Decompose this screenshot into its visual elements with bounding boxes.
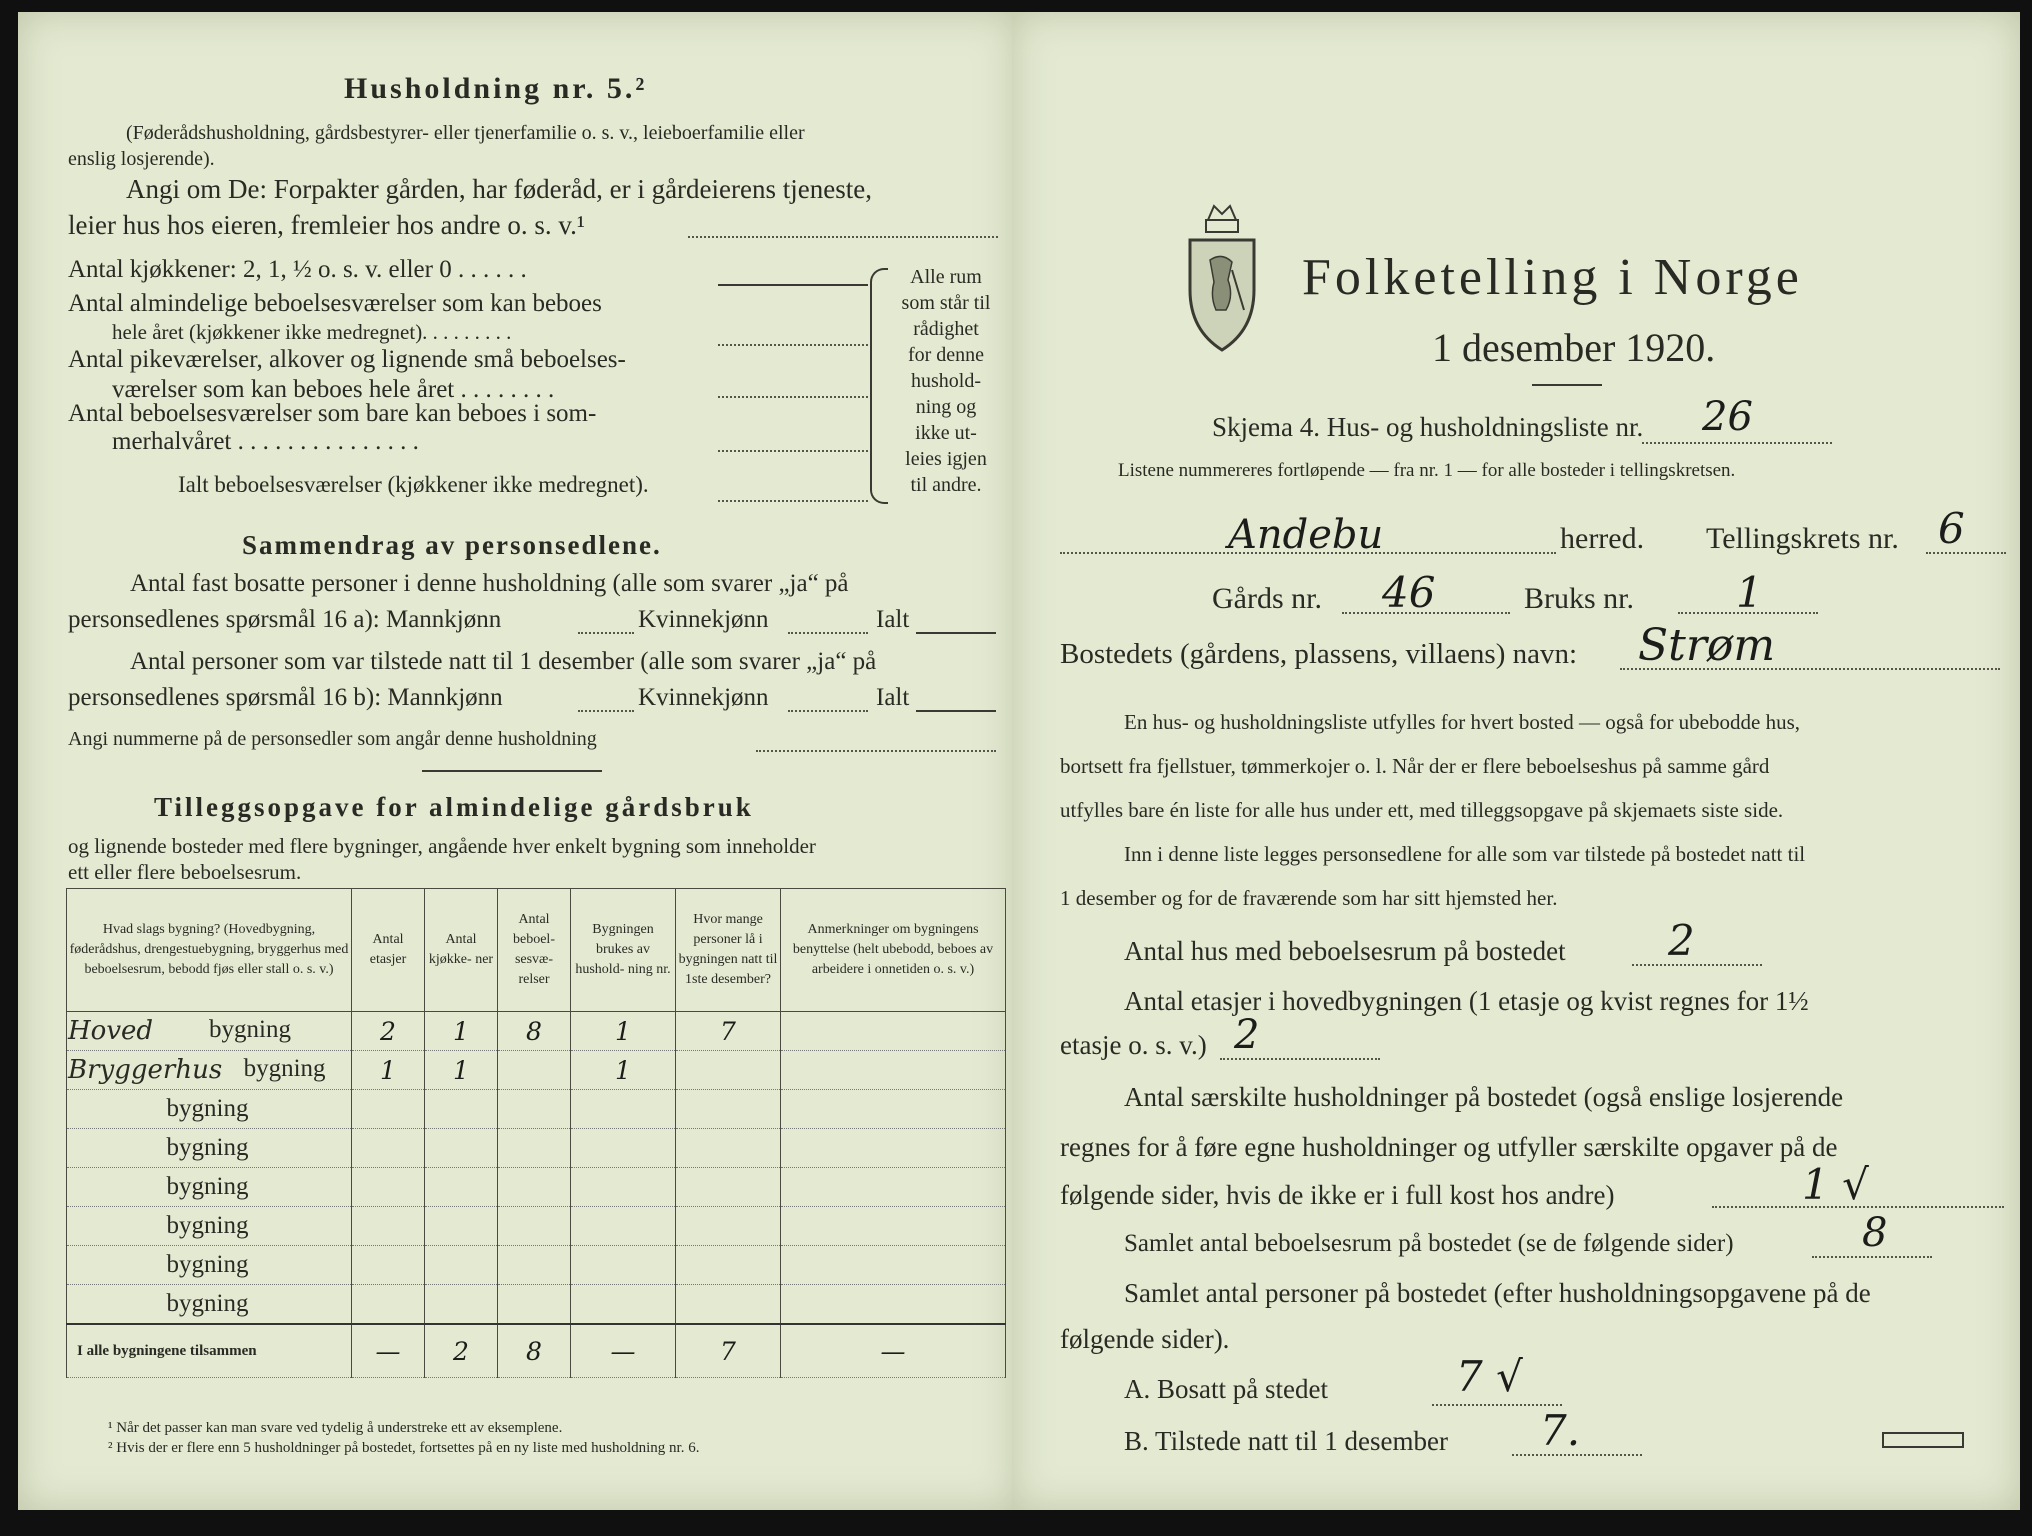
table-cell [571,1168,676,1207]
rum-value: 8 [1862,1210,1888,1256]
table-cell [676,1285,781,1325]
table-cell [676,1246,781,1285]
table-row [67,1090,1006,1129]
answer-line [916,710,996,712]
building-type-cell [67,1012,352,1051]
husholdninger-line-2: regnes for å føre egne husholdninger og utfyller særskilte opgaver på de [1060,1132,1838,1162]
table-row [67,1129,1006,1168]
column-header: Hvad slags bygning? (Hovedbygning, føderådshus, drengestuebygning, bryggerhus med beboelsesrum, bebodd fjøs eller stall o. s. v.) [67,889,352,1012]
rooms-line-6: Antal beboelsesværelser som bare kan beboes i som- [68,400,597,427]
table-cell [781,1090,1006,1129]
left-page [18,12,1016,1510]
answer-line [788,710,868,712]
table-cell [498,1207,571,1246]
gards-label: Gårds nr. [1212,582,1322,615]
answer-line [1220,1058,1380,1060]
table-cell [781,1168,1006,1207]
tenancy-question-1: Angi om De: Forpakter gården, har føderåd, er i gårdeierens tjeneste, [126,174,872,204]
building-suffix: bygning [166,1134,249,1161]
answer-line [1812,1256,1932,1258]
table-cell [352,1090,425,1129]
rooms-line-3: hele året (kjøkkener ikke medregnet). . . . . . . . . [112,320,512,344]
building-suffix: bygning [166,1173,249,1200]
table-cell [498,1051,571,1090]
table-cell [498,1129,571,1168]
table-cell [425,1246,498,1285]
building-type-cell [67,1285,352,1325]
rooms-line-4: Antal pikeværelser, alkover og lignende små beboelses- [68,346,626,373]
bosted-label: Bostedets (gårdens, plassens, villaens) navn: [1060,638,1578,670]
building-name: Bryggerhus [68,1055,223,1085]
column-header: Bygningen brukes av hushold- ning nr. [571,889,676,1012]
answer-line [578,710,634,712]
answer-line [578,632,634,634]
hus-label: Antal hus med beboelsesrum på bostedet [1124,936,1566,966]
rooms-total-label: Ialt beboelsesværelser (kjøkkener ikke medregnet). [178,472,649,497]
table-cell [781,1051,1006,1090]
census-date: 1 desember 1920. [1432,325,1716,370]
footnote-2: ² Hvis der er flere enn 5 husholdninger på bostedet, fortsettes på en ny liste med husholdning nr. 6. [108,1440,700,1456]
table-cell: 7 [676,1324,781,1378]
etasjer-value: 2 [1234,1012,1260,1058]
table-cell: 1 [571,1051,676,1090]
answer-line [1926,552,2006,554]
column-header: Hvor mange personer lå i bygningen natt til 1ste desember? [676,889,781,1012]
table-cell [352,1207,425,1246]
table-cell [425,1285,498,1325]
summary-line-1b: personsedlenes spørsmål 16 a): Mannkjønn [68,606,502,633]
summary-ialt-2: Ialt [876,684,910,711]
brace-note-line: Alle rum [910,266,982,288]
husholdninger-value: 1 √ [1802,1160,1869,1209]
table-cell [425,1129,498,1168]
tilstede-value: 7. [1540,1406,1581,1455]
skjema-label: Skjema 4. Hus- og husholdningsliste nr. [1212,412,1644,442]
table-cell [571,1090,676,1129]
rooms-total-answer [718,500,868,502]
table-cell [352,1285,425,1325]
summary-kvinne-1: Kvinnekjønn [638,606,769,633]
table-cell [676,1129,781,1168]
table-cell: 8 [498,1324,571,1378]
building-type-cell [67,1129,352,1168]
answer-line [1642,442,1832,444]
household-title: Husholdning nr. 5.² [344,72,648,105]
summary-title: Sammendrag av personsedlene. [242,530,662,560]
personer-line-1: Samlet antal personer på bostedet (efter husholdningsopgavene på de [1124,1278,1871,1308]
table-cell [676,1207,781,1246]
rooms-line-5: værelser som kan beboes hele året . . . . . . . . [112,376,555,403]
total-label: I alle bygningene tilsammen [67,1324,352,1378]
table-cell [676,1051,781,1090]
coat-of-arms-icon [1182,200,1262,360]
brace-note-line: for denne [907,344,985,366]
table-row [67,1207,1006,1246]
table-cell: 1 [571,1012,676,1051]
husholdninger-line-3: følgende sider, hvis de ikke er i full kost hos andre) [1060,1180,1615,1210]
table-cell [352,1246,425,1285]
krets-label: Tellingskrets nr. [1706,522,1899,555]
husholdninger-line-1: Antal særskilte husholdninger på bostedet (også enslige losjerende [1124,1082,1844,1112]
brace-note-line: ning og [915,396,977,418]
building-name: Hoved [68,1016,154,1046]
column-header: Anmerkninger om bygningens benyttelse (helt ubebodd, beboes av arbeidere i onnetiden o. s. v.) [781,889,1006,1012]
building-suffix: bygning [166,1290,249,1317]
table-total-row [67,1324,1006,1378]
summary-line-1a: Antal fast bosatte personer i denne husholdning (alle som svarer „ja“ på [130,570,849,597]
table-cell [781,1285,1006,1325]
building-type-cell [67,1207,352,1246]
summary-line-3: Angi nummerne på de personsedler som angår denne husholdning [68,728,597,750]
table-row [67,1285,1006,1325]
table-cell [425,1090,498,1129]
answer-line [1512,1454,1642,1456]
instructions-5: 1 desember og for de fraværende som har sitt hjemsted her. [1060,886,1558,910]
bosted-value: Strøm [1638,620,1776,671]
table-cell [498,1090,571,1129]
table-cell [352,1129,425,1168]
table-cell: — [352,1324,425,1378]
census-title: Folketelling i Norge [1302,249,1803,306]
herred-label: herred. [1560,522,1645,555]
table-cell [781,1012,1006,1051]
answer-line [1632,964,1762,966]
footnote-1: ¹ Når det passer kan man svare ved tydelig å understreke ett av eksemplene. [108,1420,563,1436]
building-type-cell [67,1051,352,1090]
hus-value: 2 [1668,916,1695,965]
rooms-line-1: Antal kjøkkener: 2, 1, ½ o. s. v. eller 0 . . . . . . [68,256,527,283]
table-cell [571,1285,676,1325]
etasjer-line-2: etasje o. s. v.) [1060,1030,1207,1060]
building-suffix: bygning [166,1251,249,1278]
building-suffix: bygning [209,1016,291,1043]
table-row [67,1051,1006,1090]
answer-line [1620,668,2000,670]
building-type-cell [67,1246,352,1285]
instructions-1: En hus- og husholdningsliste utfylles for hvert bosted — også for ubebodde hus, [1124,710,1800,734]
table-cell [781,1207,1006,1246]
rooms-answer-3 [718,396,868,398]
supplement-title: Tilleggsopgave for almindelige gårdsbruk [154,792,754,822]
bosatt-value: 7 √ [1456,1352,1523,1401]
instructions-2: bortsett fra fjellstuer, tømmerkojer o. l. Når der er flere beboelseshus på samme gård [1060,754,1770,778]
table-cell [571,1129,676,1168]
brace-note-line: som står til [901,292,991,314]
divider [1532,384,1602,386]
building-suffix: bygning [166,1212,249,1239]
building-suffix: bygning [166,1095,249,1122]
table-cell [352,1168,425,1207]
table-cell [571,1207,676,1246]
table-cell: 2 [352,1012,425,1051]
table-cell [571,1246,676,1285]
table-cell [781,1129,1006,1168]
instructions-4: Inn i denne liste legges personsedlene for alle som var tilstede på bostedet natt til [1124,842,1806,866]
column-header: Antal etasjer [352,889,425,1012]
right-page [1012,12,2020,1510]
tenancy-answer-line [688,236,998,238]
krets-value: 6 [1938,504,1965,553]
tilstede-label: B. Tilstede natt til 1 desember [1124,1426,1448,1456]
rooms-line-2: Antal almindelige beboelsesværelser som kan beboes [68,290,602,317]
table-row [67,1246,1006,1285]
column-header: Antal kjøkke- ner [425,889,498,1012]
table-cell [498,1168,571,1207]
answer-line [916,632,996,634]
summary-kvinne-2: Kvinnekjønn [638,684,769,711]
summary-line-2a: Antal personer som var tilstede natt til 1 desember (alle som svarer „ja“ på [130,648,877,675]
supplement-line-1: og lignende bosteder med flere bygninger, angående hver enkelt bygning som inneholder [68,834,816,858]
table-cell: — [781,1324,1006,1378]
table-cell [676,1090,781,1129]
instructions-3: utfylles bare én liste for alle hus under ett, med tilleggsopgave på skjemaets siste side. [1060,798,1784,822]
answer-line [1342,612,1510,614]
table-cell [781,1246,1006,1285]
tenancy-question-2: leier hus hos eieren, fremleier hos andre o. s. v.¹ [68,210,585,240]
brace-note-line: hushold- [911,370,981,392]
table-cell: 1 [425,1012,498,1051]
table-cell: 1 [352,1051,425,1090]
answer-line [788,632,868,634]
brace-note-line: rådighet [913,318,979,340]
column-header: Antal beboel- sesvæ- relser [498,889,571,1012]
rooms-answer-1 [718,284,868,286]
bruks-value: 1 [1736,568,1763,617]
building-suffix: bygning [243,1055,326,1082]
rooms-line-7: merhalvåret . . . . . . . . . . . . . . . [112,428,419,455]
divider [422,770,602,772]
table-row [67,1012,1006,1051]
brace-note-line: til andre. [910,474,982,496]
table-cell: 1 [425,1051,498,1090]
table-row [67,1168,1006,1207]
supplement-line-2: ett eller flere beboelsesrum. [68,860,302,884]
answer-line [1712,1206,2004,1208]
rooms-answer-4 [718,450,868,452]
household-intro-1: (Føderådshusholdning, gårdsbestyrer- eller tjenerfamilie o. s. v., leieboerfamilie eller [126,122,805,144]
summary-ialt-1: Ialt [876,606,910,633]
personer-line-2: følgende sider). [1060,1324,1230,1354]
answer-line [1060,552,1556,554]
table-cell: 8 [498,1012,571,1051]
table-cell [425,1207,498,1246]
table-cell [498,1285,571,1325]
household-intro-2: enslig losjerende). [68,148,215,170]
bruks-label: Bruks nr. [1524,582,1635,615]
table-header-row [67,889,1006,1012]
summary-line-2b: personsedlenes spørsmål 16 b): Mannkjønn [68,684,503,711]
herred-value: Andebu [1228,512,1384,558]
etasjer-line-1: Antal etasjer i hovedbygningen (1 etasje og kvist regnes for 1½ [1124,986,1809,1016]
table-cell [498,1246,571,1285]
building-type-cell [67,1090,352,1129]
buildings-table [66,888,1006,1378]
table-cell: 7 [676,1012,781,1051]
table-cell: 2 [425,1324,498,1378]
rum-label: Samlet antal beboelsesrum på bostedet (se de følgende sider) [1124,1230,1734,1257]
rooms-answer-2 [718,344,868,346]
answer-line [1678,612,1818,614]
table-cell [425,1168,498,1207]
gards-value: 46 [1382,568,1436,617]
listene-note: Listene nummereres fortløpende — fra nr. 1 — for alle bosteder i tellingskretsen. [1118,460,1736,481]
printer-stamp-icon [1882,1432,1964,1448]
table-cell: — [571,1324,676,1378]
answer-line [756,750,996,752]
bosatt-label: A. Bosatt på stedet [1124,1374,1328,1404]
brace-note-line: ikke ut- [915,422,977,444]
building-type-cell [67,1168,352,1207]
skjema-number: 26 [1702,394,1753,440]
table-cell [676,1168,781,1207]
brace-note-line: leies igjen [905,448,987,470]
brace-note [886,264,1006,498]
